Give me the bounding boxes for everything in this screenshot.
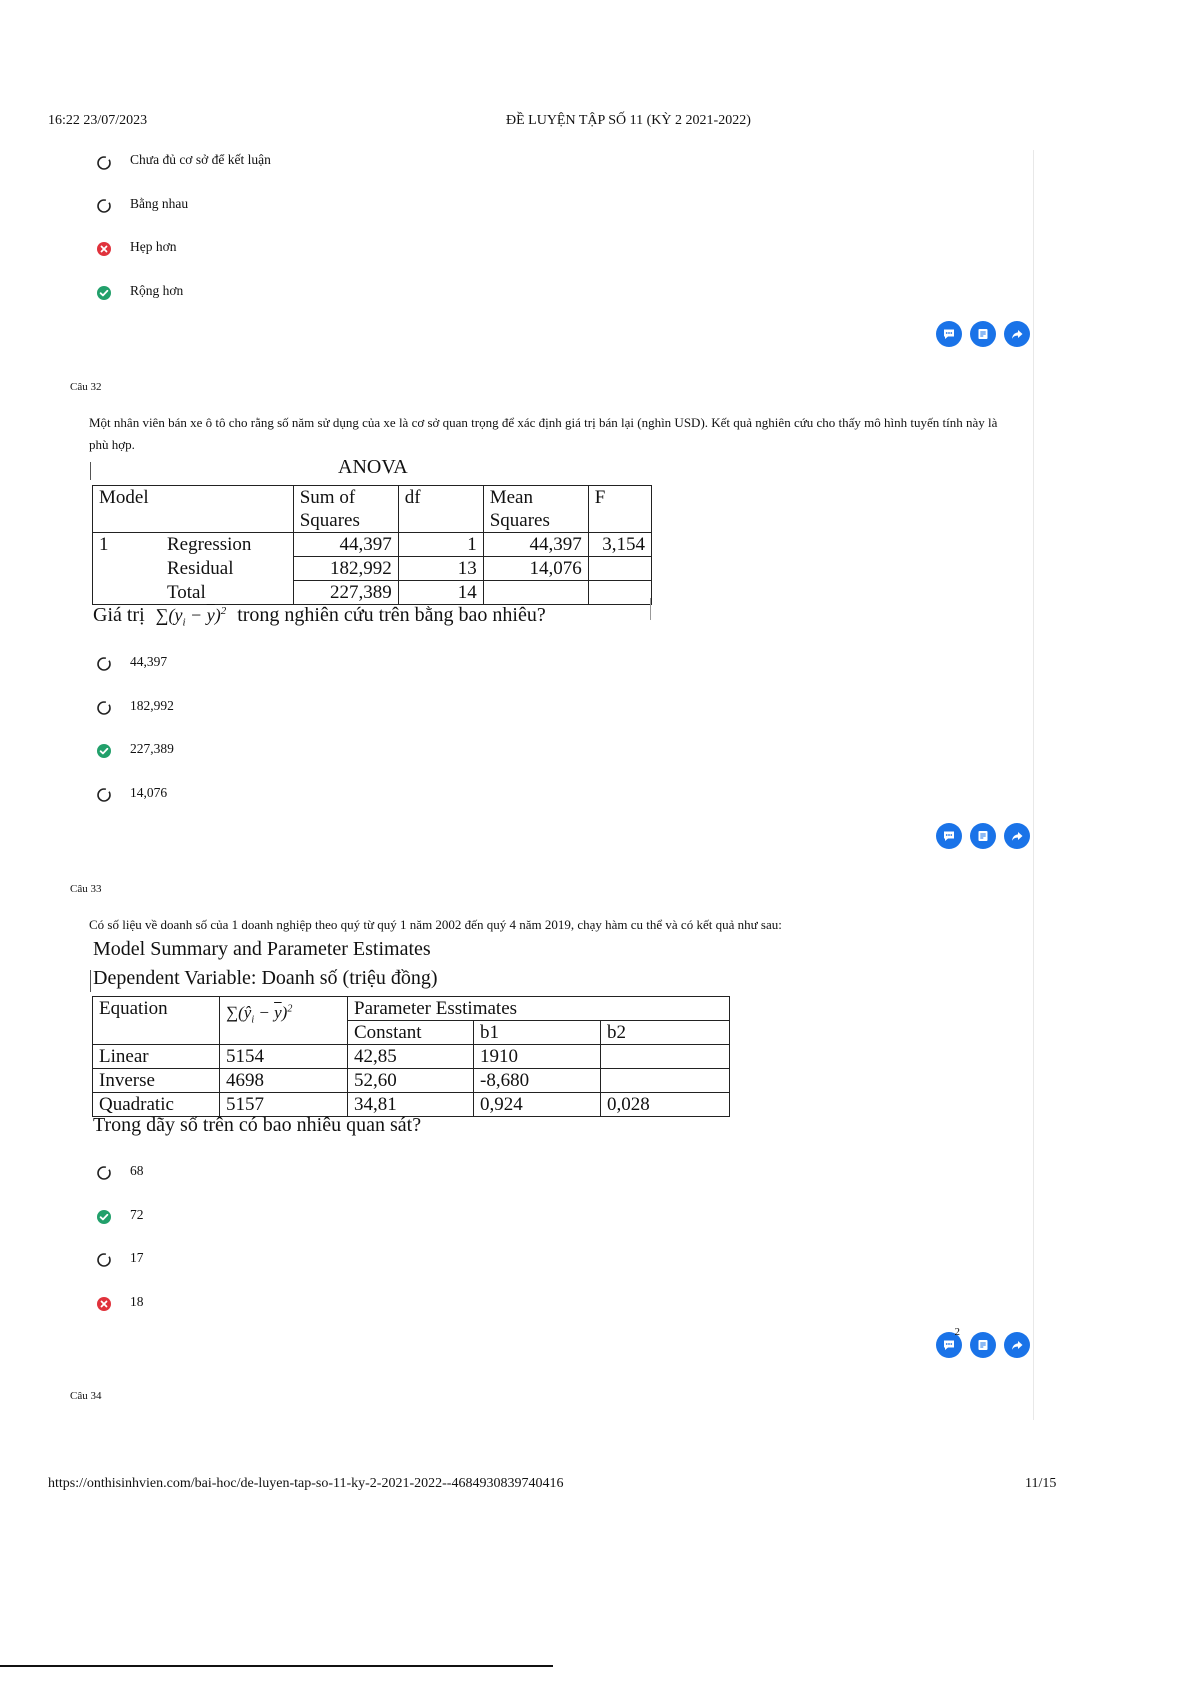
question-number: Câu 32 xyxy=(70,381,102,393)
figure-edge xyxy=(90,462,91,480)
anova-cell: 13 xyxy=(398,557,483,581)
radio-empty-icon[interactable] xyxy=(96,700,112,716)
summary-cell: 0,028 xyxy=(601,1093,730,1117)
share-button[interactable] xyxy=(1004,321,1030,347)
print-url: https://onthisinhvien.com/bai-hoc/de-luyen-tap-so-11-ky-2-2021-2022--4684930839740416 xyxy=(48,1476,564,1491)
radio-empty-icon[interactable] xyxy=(96,198,112,214)
option-label[interactable]: 182,992 xyxy=(130,698,174,713)
anova-title: ANOVA xyxy=(338,456,408,478)
note-icon xyxy=(976,1338,990,1352)
share-icon xyxy=(1010,829,1024,843)
question-text: Một nhân viên bán xe ô tô cho rằng số năm sử dụng của xe là cơ sở quan trọng để xác định giá trị bán lại (nghìn USD). Kết quả nghiên cứu cho thấy mô hình tuyến tính này là phù hợp. xyxy=(89,415,998,452)
anova-cell: 14,076 xyxy=(483,557,588,581)
summary-cell: 34,81 xyxy=(348,1093,474,1117)
question-number: Câu 34 xyxy=(70,1390,102,1402)
summary-cell: Inverse xyxy=(93,1069,220,1093)
anova-row-name: Regression xyxy=(161,533,293,557)
question-prompt: Trong dãy số trên có bao nhiêu quan sát? xyxy=(93,1114,422,1136)
anova-table xyxy=(92,485,652,605)
note-icon xyxy=(976,327,990,341)
anova-model-no: 1 xyxy=(93,533,162,605)
content-divider xyxy=(1033,150,1034,1420)
page-number: 11/15 xyxy=(1025,1476,1057,1491)
anova-header-df: df xyxy=(398,486,483,533)
comment-button[interactable] xyxy=(936,321,962,347)
option-label[interactable]: Chưa đủ cơ sở để kết luận xyxy=(130,152,271,167)
summary-cell: 52,60 xyxy=(348,1069,474,1093)
summary-cell xyxy=(601,1069,730,1093)
summary-header-ssr xyxy=(220,997,348,1045)
summary-cell: 5157 xyxy=(220,1093,348,1117)
question-text: Có số liệu về doanh số của 1 doanh nghiệp theo quý từ quý 1 năm 2002 đến quý 4 năm 2019, chạy hàm cu thể và có kết quả như sau: xyxy=(89,917,782,932)
anova-cell: 44,397 xyxy=(293,533,398,557)
correct-answer-icon xyxy=(96,743,112,759)
summary-header-b2: b2 xyxy=(601,1021,730,1045)
comment-icon xyxy=(942,829,956,843)
figure-edge xyxy=(90,970,91,992)
summary-header-b1: b1 xyxy=(474,1021,601,1045)
prompt-after: trong nghiên cứu trên bằng bao nhiêu? xyxy=(237,604,546,626)
anova-header-ss: Sum of Squares xyxy=(293,486,398,533)
note-button[interactable] xyxy=(970,823,996,849)
comment-button[interactable] xyxy=(936,1326,962,1358)
print-datetime: 16:22 23/07/2023 xyxy=(48,113,148,128)
comment-icon xyxy=(942,1338,956,1352)
anova-row-name: Total xyxy=(161,581,293,605)
summary-cell: 0,924 xyxy=(474,1093,601,1117)
comment-count: 2 xyxy=(954,1326,960,1338)
wrong-answer-icon xyxy=(96,1296,112,1312)
option-label[interactable]: 68 xyxy=(130,1163,144,1178)
share-icon xyxy=(1010,327,1024,341)
share-button[interactable] xyxy=(1004,1332,1030,1358)
anova-cell xyxy=(588,557,651,581)
anova-header-f: F xyxy=(588,486,651,533)
summary-cell: -8,680 xyxy=(474,1069,601,1093)
option-label[interactable]: 72 xyxy=(130,1207,144,1222)
anova-cell xyxy=(483,581,588,605)
radio-empty-icon[interactable] xyxy=(96,1165,112,1181)
summary-cell: 1910 xyxy=(474,1045,601,1069)
anova-cell: 14 xyxy=(398,581,483,605)
summary-header-constant: Constant xyxy=(348,1021,474,1045)
comment-icon xyxy=(942,327,956,341)
sum-formula: $\sum(y_i - \overline{y})^2$ xyxy=(155,605,227,629)
summary-header-equation: Equation xyxy=(93,997,220,1045)
comment-button[interactable] xyxy=(936,823,962,849)
summary-title: Model Summary and Parameter Estimates xyxy=(93,938,431,960)
correct-answer-icon xyxy=(96,1209,112,1225)
radio-empty-icon[interactable] xyxy=(96,787,112,803)
radio-empty-icon[interactable] xyxy=(96,155,112,171)
option-label[interactable]: Bằng nhau xyxy=(130,196,189,211)
option-label[interactable]: Rộng hơn xyxy=(130,283,184,298)
question-number: Câu 33 xyxy=(70,883,102,895)
anova-header-ms: Mean Squares xyxy=(483,486,588,533)
anova-cell: 3,154 xyxy=(588,533,651,557)
correct-answer-icon xyxy=(96,285,112,301)
question-prompt xyxy=(93,604,546,629)
anova-row-name: Residual xyxy=(161,557,293,581)
option-label[interactable]: 18 xyxy=(130,1294,144,1309)
page-bottom-rule xyxy=(0,1665,553,1667)
anova-cell: 182,992 xyxy=(293,557,398,581)
summary-cell: 4698 xyxy=(220,1069,348,1093)
summary-cell: 5154 xyxy=(220,1045,348,1069)
prompt-before: Giá trị xyxy=(93,604,145,626)
model-summary-table xyxy=(92,996,730,1117)
option-label[interactable]: Hẹp hơn xyxy=(130,239,177,254)
question-actions xyxy=(936,321,1030,347)
option-label[interactable]: 14,076 xyxy=(130,785,168,800)
summary-cell: 42,85 xyxy=(348,1045,474,1069)
summary-header-params: Parameter Esstimates xyxy=(348,997,730,1021)
anova-header-model: Model xyxy=(93,486,294,533)
question-actions xyxy=(936,1326,1030,1358)
option-label[interactable]: 227,389 xyxy=(130,741,174,756)
anova-cell: 1 xyxy=(398,533,483,557)
option-label[interactable]: 17 xyxy=(130,1250,144,1265)
wrong-answer-icon xyxy=(96,241,112,257)
sum-hat-formula: $\sum(ŷ_i - \overline{y})^2$ xyxy=(226,1002,293,1026)
note-button[interactable] xyxy=(970,1332,996,1358)
figure-edge xyxy=(650,598,651,620)
question-actions xyxy=(936,823,1030,849)
summary-cell: Quadratic xyxy=(93,1093,220,1117)
radio-empty-icon[interactable] xyxy=(96,656,112,672)
anova-cell: 44,397 xyxy=(483,533,588,557)
print-title: ĐỀ LUYỆN TẬP SỐ 11 (KỲ 2 2021-2022) xyxy=(506,113,751,128)
summary-cell: Linear xyxy=(93,1045,220,1069)
share-button[interactable] xyxy=(1004,823,1030,849)
option-label[interactable]: 44,397 xyxy=(130,654,168,669)
summary-cell xyxy=(601,1045,730,1069)
note-button[interactable] xyxy=(970,321,996,347)
dependent-variable: Dependent Variable: Doanh số (triệu đồng) xyxy=(93,967,438,989)
note-icon xyxy=(976,829,990,843)
anova-cell xyxy=(588,581,651,605)
share-icon xyxy=(1010,1338,1024,1352)
anova-cell: 227,389 xyxy=(293,581,398,605)
radio-empty-icon[interactable] xyxy=(96,1252,112,1268)
